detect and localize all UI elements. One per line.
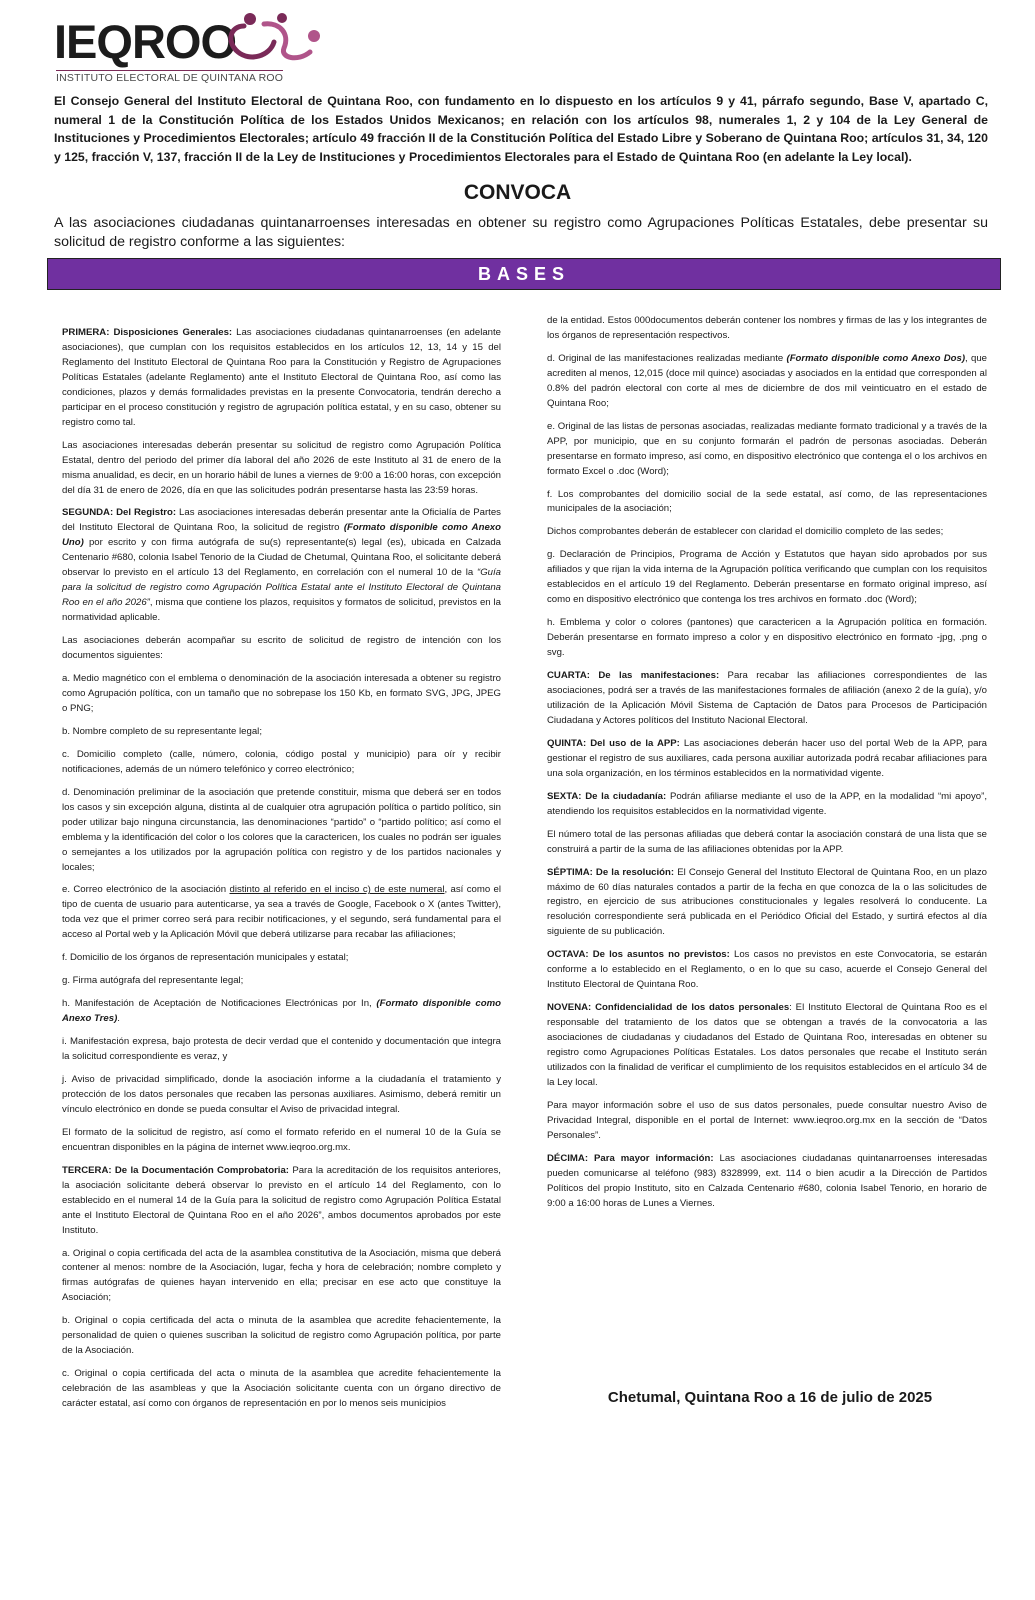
base-decima: DÉCIMA: Para mayor información: Las asociaciones ciudadanas quintanarroenses interesadas pueden comunicarse al teléfono (983) 8328999, ext. 114 o bien acudir a la Dirección de Partidos Políticos del propio Instituto, sito en Calzada Centenario #680, colonia Isabel Tenorio, en horario de 9:00 a 16:00 horas de Lunes a Viernes. bbox=[547, 1152, 987, 1209]
base-text: Las asociaciones ciudadanas quintanarroenses (en adelante asociaciones), que cumplan con los requisitos establecidos en los artículos 12, 13, 14 y 15 del Reglamento del Instituto Electoral de Quintana Roo para la Constitución y Registro de Agrupaciones Políticas Estatales (adelante Reglamento) ante el Instituto Electoral de Quintana Roo, así como las condiciones, plazos y demás formalidades previstas en la presente Convocatoria, tendrán derecho a participar en el proceso constitución y registro de agrupación política estatal, y en su caso, obtener su registro como tal. bbox=[62, 327, 502, 428]
base-heading: NOVENA: Confidencialidad de los datos personales bbox=[547, 1002, 790, 1014]
base-heading: QUINTA: Del uso de la APP: bbox=[547, 737, 680, 749]
list-item: e. Correo electrónico de la asociación distinto al referido en el inciso c) de este numeral, así como el tipo de cuenta de usuario para autenticarse, ya sea a través de Google, Facebook o X (antes Twitter), toda vez que el primer correo será para recibir notificaciones, y el segundo, será fundamental para el acceso al Portal web y la Aplicación Móvil que deberá utilizarse para recabar las afiliaciones; bbox=[62, 884, 502, 941]
list-item: f. Domicilio de los órganos de representación municipales y estatal; bbox=[62, 952, 349, 964]
base-heading: SEXTA: De la ciudadanía: bbox=[547, 790, 667, 802]
base-heading: TERCERA: De la Documentación Comprobatoria: bbox=[62, 1164, 289, 1176]
base-heading: PRIMERA: Disposiciones Generales: bbox=[62, 327, 233, 338]
base-heading: SEGUNDA: Del Registro: bbox=[62, 507, 177, 519]
list-item: a. Medio magnético con el emblema o denominación de la asociación interesada a obtener su registro como Agrupación política, con un tamaño que no sobrepase los 150 Kb, en formato SVG, JPG, JPEG o PNG; bbox=[62, 673, 501, 714]
list-item: g. Firma autógrafa del representante legal; bbox=[62, 975, 244, 987]
list-item: h. Emblema y color o colores (pantones) que caractericen a la Agrupación política en formación. Deberán presentarse en formato impreso a color y en dispositivo electrónico en formato -jpg, .png o svg. bbox=[547, 617, 987, 659]
bases-banner bbox=[47, 258, 1001, 290]
paragraph-plazo: Las asociaciones interesadas deberán presentar su solicitud de registro como Agrupación Política Estatal, dentro del periodo del primer día laboral del año 2026 de este Instituto al 31 de enero de la misma anualidad, es decir, en un horario hábil de lunes a viernes de 9:00 a 16:00 horas, con excepción del día 31 de enero de 2026, día en que las solicitudes podrán presentarse hasta las 23:59 horas. bbox=[62, 439, 501, 496]
logo-wordmark: IEQROO bbox=[54, 15, 237, 68]
list-item: g. Declaración de Principios, Programa de Acción y Estatutos que hayan sido aprobados por sus afiliados y que rijan la vida interna de la Agrupación política verificando que cumplan con los requisitos establecidos en el artículo 19 del Reglamento. Deberán presentarse en formato original impreso, así como en dispositivo electrónico que contenga los tres archivos en formato .doc (Word); bbox=[547, 549, 987, 606]
base-heading: DÉCIMA: Para mayor información: bbox=[547, 1152, 714, 1164]
convoca-title: CONVOCA bbox=[463, 181, 572, 204]
base-primera bbox=[62, 326, 501, 431]
list-item: e. Original de las listas de personas asociadas, realizadas mediante formato tradicional y a través de la APP, por municipio, que en su conjunto formarán el padrón de personas asociadas. Deberán presentarse en formato impreso, así como, en dispositivo electrónico que contenga el o los archivos en formato Excel o .doc (Word); bbox=[547, 420, 987, 477]
bases-label: BASES bbox=[477, 264, 570, 284]
base-sexta: SEXTA: De la ciudadanía: Podrán afiliarse mediante el uso de la APP, en la modalidad “mi apoyo”, atendiendo los requisitos establecidos en la normatividad vigente. bbox=[547, 790, 987, 817]
anexo-dos-ref: (Formato disponible como Anexo Dos) bbox=[786, 352, 966, 364]
base-cuarta: CUARTA: De las manifestaciones: Para recabar las afiliaciones correspondientes de las asociaciones, podrá ser a través de las manifestaciones formales de afiliación (anexo 2 de la guía), y/o utilización de la Aplicación Móvil Sistema de Captación de Datos para Procesos de Participación Ciudadana y Actores políticos del Instituto Nacional Electoral. bbox=[547, 670, 987, 726]
underlined-text: distinto al referido en el inciso c) de este numeral bbox=[229, 884, 445, 896]
anexo-uno-ref: (Formato disponible como Anexo Uno) bbox=[62, 522, 501, 549]
list-item-continuation: de la entidad. Estos 000documentos deberán contener los nombres y firmas de las y los integrantes de los órganos de representación respectivos. bbox=[547, 315, 987, 341]
base-septima: SÉPTIMA: De la resolución: El Consejo General del Instituto Electoral de Quintana Roo, en un plazo máximo de 60 días naturales contados a partir de la fecha en que conozca de la o las solicitudes de registro, en ejercicio de sus atribuciones constitucionales y legales resolverá lo conducente. La resolución correspondiente será publicada en el Periódico Oficial del Estado, y surtirá efectos al día siguiente de su publicación. bbox=[547, 866, 987, 938]
anexo-tres-ref: (Formato disponible como Anexo Tres) bbox=[62, 998, 501, 1025]
ieqroo-logo bbox=[54, 12, 284, 84]
base-novena: NOVENA: Confidencialidad de los datos personales: El Instituto Electoral de Quintana Roo es el responsable del tratamiento de los datos que se obtengan a través de la convocatoria a las asociaciones de ciudadanas y ciudadanos del Estado de Quintana Roo, interesadas en obtener su registro como Agrupaciones Políticas Estatales. Los datos personales que recabe el Instituto serán utilizados con la finalidad de verificar el cumplimiento de los requisitos establecidos en el artículo 34 de la Ley local. bbox=[547, 1002, 987, 1088]
list-item: c. Original o copia certificada del acta o minuta de la asamblea que acredite fehacientemente la celebración de las asambleas y que la Asociación solicitante cuenta con un órgano directivo de carácter estatal, así como con órganos de representación en por lo menos seis municipios bbox=[62, 1368, 501, 1410]
paragraph-formato: El formato de la solicitud de registro, así como el formato referido en el numeral 10 de la Guía se encuentran disponibles en la página de internet www.ieqroo.org.mx. bbox=[62, 1126, 501, 1153]
paragraph-mayor-info: Para mayor información sobre el uso de sus datos personales, puede consultar nuestro Aviso de Privacidad Integral, disponible en el portal de Internet: www.ieqroo.org.mx en la sección de “Datos Personales”. bbox=[547, 1099, 987, 1141]
logo-subtitle: INSTITUTO ELECTORAL DE QUINTANA ROO bbox=[56, 72, 284, 84]
list-item: f. Los comprobantes del domicilio social de la sede estatal, así como, de las representaciones municipales de la asociación; bbox=[547, 488, 987, 515]
paragraph-total: El número total de las personas afiliadas que deberá contar la asociación constará de una lista que se construirá a partir de la suma de las afiliaciones obtenidas por la APP. bbox=[547, 828, 987, 855]
list-item: h. Manifestación de Aceptación de Notificaciones Electrónicas por In, (Formato disponible como Anexo Tres). bbox=[62, 998, 501, 1025]
list-item: b. Original o copia certificada del acta o minuta de la asamblea que acredite fehacientemente, la personalidad de quien o quienes suscriban la solicitud de registro como Agrupación política, por parte de la Asociación. bbox=[62, 1315, 501, 1357]
base-segunda: SEGUNDA: Del Registro: Las asociaciones interesadas deberán presentar ante la Oficialía de Partes del Instituto Electoral de Quintana Roo, la solicitud de registro (Formato disponible como Anexo Uno) por escrito y con firma autógrafa de su(s) representante(s) legal (es), ubicada en Calzada Centenario #680, colonia Isabel Tenorio de la Ciudad de Chetumal, Quintana Roo, el solicitante deberá observar lo previsto en el artículo 13 del Reglamento, en correlación con el numeral 10 de la “Guía para la solicitud de registro como Agrupación Política Estatal ante el Instituto Electoral de Quintana Roo en el año 2026”, misma que contiene los plazos, requisitos y formatos de solicitud, previstos en la normatividad aplicable. bbox=[62, 507, 501, 624]
guia-title-ref: “Guía para la solicitud de registro como Agrupación Política Estatal ante el Instituto Electoral de Quintana Roo en el año 2026” bbox=[62, 567, 501, 609]
convoca-description: A las asociaciones ciudadanas quintanarroenses interesadas en obtener su registro como Agrupaciones Políticas Estatales, debe presentar su solicitud de registro conforme a las siguientes: bbox=[54, 215, 988, 251]
paragraph-domicilio: Dichos comprobantes deberán de establecer con claridad el domicilio completo de las sedes; bbox=[547, 526, 944, 538]
list-item: j. Aviso de privacidad simplificado, donde la asociación informe a la ciudadanía el tratamiento y protección de los datos personales que recaben las personas auxiliares. Asimismo, deberá remitir un vínculo electrónico en donde se pueda consultar el Aviso de privacidad integral. bbox=[62, 1073, 501, 1115]
base-heading: SÉPTIMA: De la resolución: bbox=[547, 866, 675, 878]
left-column bbox=[62, 326, 501, 1420]
base-heading: OCTAVA: De los asuntos no previstos: bbox=[547, 949, 730, 961]
list-item: i. Manifestación expresa, bajo protesta de decir verdad que el contenido y documentación que integra la solicitud correspondiente es veraz, y bbox=[62, 1036, 501, 1063]
list-item: d. Original de las manifestaciones realizadas mediante (Formato disponible como Anexo Dos), que acrediten al menos, 12,015 (doce mil quince) asociadas y asociados en la entidad que corresponden al 0.8% del padrón electoral con corte al mes de diciembre de dos mil veinticuatro en el estado de Quintana Roo; bbox=[547, 352, 988, 409]
list-item: d. Denominación preliminar de la asociación que pretende constituir, misma que deberá ser en todos los casos y sin excepción alguna, distinta al de cualquier otra agrupación política o partido político, sin poder utilizar bajo ninguna circunstancia, las denominaciones “partido” o “partido político; así como el emblema y la identificación del color o los colores que la caractericen, los cuales no podrán ser iguales o semejantes a los utilizados por la agrupación política con registro y de los partidos nacionales y locales; bbox=[62, 786, 501, 873]
logo-figures-icon bbox=[224, 12, 328, 72]
place-date-line: Chetumal, Quintana Roo a 16 de julio de 2025 bbox=[607, 1389, 933, 1406]
list-item: b. Nombre completo de su representante legal; bbox=[62, 725, 262, 737]
base-octava: OCTAVA: De los asuntos no previstos: Los casos no previstos en este Convocatoria, se estarán conforme a lo establecido en el Reglamento, o en lo que su caso, acuerde el Consejo General del Instituto Electoral de Quintana Roo. bbox=[547, 949, 987, 991]
list-item: a. Original o copia certificada del acta de la asamblea constitutiva de la Asociación, misma que deberá contener al menos: nombre de la Asociación, lugar, fecha y hora de celebración; nombre completo y firmas autógrafas de quienes hayan intervenido en ella; precisar en ese acto que constituye la Asociación; bbox=[62, 1247, 501, 1304]
right-column bbox=[547, 314, 987, 1220]
list-item: c. Domicilio completo (calle, número, colonia, código postal y municipio) para oír y recibir notificaciones, además de un número telefónico y correo electrónico; bbox=[62, 748, 501, 775]
paragraph-acompanar: Las asociaciones deberán acompañar su escrito de solicitud de registro de intención con los documentos siguientes: bbox=[62, 635, 501, 662]
base-tercera: TERCERA: De la Documentación Comprobatoria: Para la acreditación de los requisitos anteriores, la asociación solicitante deberá observar lo previsto en el artículo 14 del Reglamento, con lo establecido en el numeral 14 de la Guía para la solicitud de registro como Agrupación Política Estatal ante el Instituto Electoral de Quintana Roo en el año 2026”, ambos documentos aprobados por este Instituto. bbox=[62, 1164, 501, 1236]
base-heading: CUARTA: De las manifestaciones: bbox=[547, 670, 720, 682]
base-quinta: QUINTA: Del uso de la APP: Las asociaciones deberán hacer uso del portal Web de la APP, para gestionar el registro de sus auxiliares, cada persona auxiliar autorizada podrá recabar afiliaciones para una sola organización, en los términos establecidos en la normatividad vigente. bbox=[547, 737, 987, 779]
intro-paragraph: El Consejo General del Instituto Electoral de Quintana Roo, con fundamento en lo dispuesto en los artículos 9 y 41, párrafo segundo, Base V, apartado C, numeral 1 de la Constitución Política de los Estados Unidos Mexicanos; en relación con los artículos 98, numerales 1, 2 y 104 de la Ley General de Instituciones y Procedimientos Electorales; artículo 49 fracción II de la Constitución Política del Estado Libre y Soberano de Quintana Roo; artículos 31, 34, 120 y 125, fracción V, 137, fracción II de la Ley de Instituciones y Procedimientos Electorales para el Estado de Quintana Roo (en adelante la Ley local). bbox=[54, 94, 988, 165]
